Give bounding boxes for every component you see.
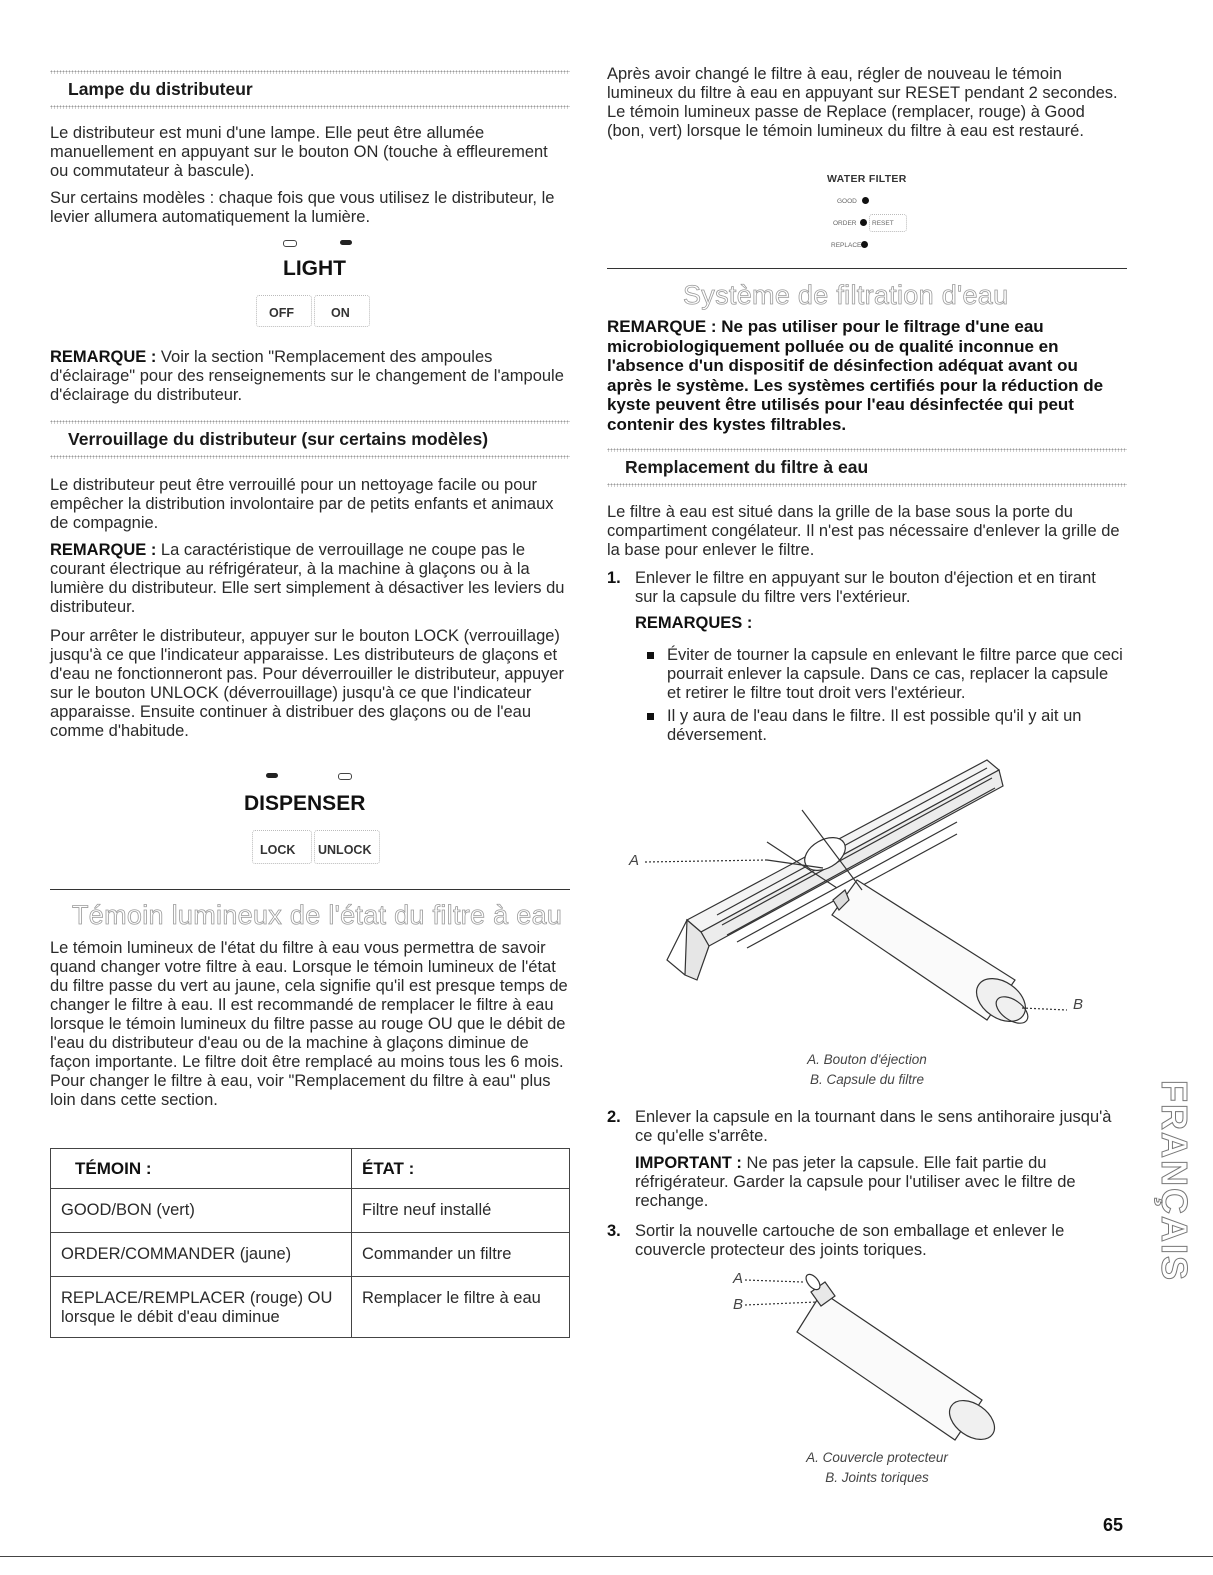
system-note: REMARQUE : Ne pas utiliser pour le filtrage d'une eau microbiologiquement polluée ou de qualité inconnue en l'absence d'un dispositif de désinfection adéquat avant ou après le système. Les systèmes certifiés pour la réduction de kyste peuvent être utilisés pour l'eau désinfectée qui peut contenir des kystes filtrables. [607, 317, 1104, 434]
table-cell: Commander un filtre [352, 1233, 570, 1277]
side-tab-label: FRANÇAIS [1154, 1080, 1195, 1282]
table-row [51, 1277, 570, 1338]
table-row [51, 1189, 570, 1233]
figure-1-callout-b: B [1073, 996, 1084, 1013]
step-number: 1. [607, 569, 621, 587]
lamp-note-text: Voir la section "Remplacement des ampoules d'éclairage" pour des renseignements sur le changement de l'ampoule d'éclairage du distributeur. [50, 348, 564, 404]
lamp-paragraph-1: Le distributeur est muni d'une lampe. Elle peut être allumée manuellement en appuyant sur le bouton ON (touche à effleurement ou commutateur à bascule). [50, 124, 548, 180]
notes-label: REMARQUES : [635, 614, 753, 632]
unlock-indicator-icon [338, 773, 352, 780]
lamp-note [50, 348, 565, 405]
note-bullet-1: Éviter de tourner la capsule en enlevant le filtre parce que ceci pourrait enlever la capsule. Dans ce cas, replacer la capsule et retirer le filtre tout droit vers l'extérieur. [667, 646, 1123, 702]
figure-1-callout-a: A [629, 852, 640, 869]
reset-button-label: RESET [872, 220, 894, 227]
page-number: 65 [1103, 1515, 1124, 1535]
table-header-cell: TÉMOIN : [51, 1149, 352, 1189]
table-header-row [51, 1149, 570, 1189]
table-cell: ORDER/COMMANDER (jaune) [51, 1233, 352, 1277]
figure-2-caption-b: B. Joints toriques [825, 1470, 929, 1485]
table-cell: Filtre neuf installé [352, 1189, 570, 1233]
lock-indicator-icon [266, 773, 278, 778]
new-cartridge-illustration [727, 1270, 1017, 1450]
lock-note-text: La caractéristique de verrouillage ne coupe pas le courant électrique au réfrigérateur, à la machine à glaçons ou à la lumière du distributeur. Elle sert simplement à désactiver les leviers du distributeur. [50, 541, 565, 616]
lock-note [50, 541, 570, 617]
water-filter-panel-title: WATER FILTER [827, 173, 907, 185]
figure-2-callout-b: B [733, 1296, 744, 1313]
on-indicator-icon [340, 240, 352, 245]
replace-indicator-icon [861, 241, 868, 248]
reset-button[interactable] [869, 214, 907, 232]
note-bullet-2: Il y aura de l'eau dans le filtre. Il est possible qu'il y ait un déversement. [667, 707, 1082, 744]
indicator-status-table [50, 1148, 570, 1338]
important-text: Ne pas jeter la capsule. Elle fait partie du réfrigérateur. Garder la capsule pour l'utiliser avec le filtre de rechange. [635, 1154, 1076, 1210]
reset-paragraph: Après avoir changé le filtre à eau, régler de nouveau le témoin lumineux du filtre à eau en appuyant sur RESET pendant 2 secondes. Le témoin lumineux passe de Replace (remplacer, rouge) à Good (bon, vert) lorsque le témoin lumineux du filtre à eau est restauré. [607, 65, 1118, 140]
lock-note-label: REMARQUE : [50, 541, 157, 559]
off-button-label: OFF [269, 306, 294, 320]
section-heading-lock [50, 420, 570, 459]
language-side-tab [1145, 1080, 1205, 1340]
replacement-title: Remplacement du filtre à eau [625, 457, 869, 477]
unlock-button-label: UNLOCK [318, 843, 372, 857]
bottom-rule [0, 1556, 1213, 1557]
section-divider [607, 268, 1127, 269]
important-label: IMPORTANT : [635, 1154, 742, 1172]
filter-removal-illustration [627, 750, 1107, 1040]
figure-1-caption-a: A. Bouton d'éjection [807, 1052, 927, 1067]
bullet-icon [647, 652, 654, 659]
lock-button-label: LOCK [260, 843, 296, 857]
lamp-title: Lampe du distributeur [68, 79, 253, 99]
replace-label: REPLACE [831, 242, 862, 249]
good-indicator-icon [862, 197, 869, 204]
figure-2-callout-a: A [733, 1270, 744, 1287]
step-3-text: Sortir la nouvelle cartouche de son emballage et enlever le couvercle protecteur des joints toriques. [635, 1222, 1065, 1259]
dispenser-panel-label: DISPENSER [244, 792, 366, 815]
step-1-text: Enlever le filtre en appuyant sur le bouton d'éjection et en tirant sur la capsule du filtre vers l'extérieur. [635, 569, 1096, 606]
figure-1-caption-b: B. Capsule du filtre [809, 1072, 925, 1087]
table-cell: REPLACE/REMPLACER (rouge) OU lorsque le débit d'eau diminue [51, 1277, 352, 1338]
order-label: ORDER [833, 220, 857, 227]
table-cell: GOOD/BON (vert) [51, 1189, 352, 1233]
figure-2-caption-a: A. Couvercle protecteur [806, 1450, 948, 1465]
section-divider [50, 889, 570, 890]
figure-2-caption [747, 1448, 1007, 1488]
good-label: GOOD [837, 198, 857, 205]
replacement-intro: Le filtre à eau est situé dans la grille de la base sous la porte du compartiment congélateur. Il n'est pas nécessaire d'enlever la grille de la base pour enlever le filtre. [607, 503, 1120, 559]
on-button-label: ON [331, 306, 350, 320]
figure-1-caption [747, 1050, 987, 1090]
step-2-text: Enlever la capsule en la tournant dans le sens antihoraire jusqu'à ce qu'elle s'arrête. [635, 1108, 1112, 1145]
lock-paragraph-2: Pour arrêter le distributeur, appuyer sur le bouton LOCK (verrouillage) jusqu'à ce que l'indicateur apparaisse. Les distributeurs de glaçons et d'eau ne fonctionneront pas. Pour déverrouiller le distributeur, appuyer sur le bouton UNLOCK (déverrouillage) jusqu'à ce que l'indicateur apparaisse. Ensuite continuer à distribuer des glaçons ou de l'eau comme d'habitude. [50, 627, 565, 740]
indicator-paragraph: Le témoin lumineux de l'état du filtre à eau vous permettra de savoir quand changer votre filtre à eau. Lorsque le témoin lumineux de l'état du filtre passe du vert au jaune, cela signifie qu'il est presque temps de changer le filtre à eau. Il est recommandé de remplacer le filtre à eau lorsque le témoin lumineux du filtre passe au rouge OU que le débit de l'eau du distributeur d'eau ou de la machine à glaçons diminue de façon importante. Le filtre doit être remplacé au moins tous les 6 mois. Pour changer le filtre à eau, voir "Remplacement du filtre à eau" plus loin dans cette section. [50, 939, 568, 1109]
order-indicator-icon [860, 219, 867, 226]
important-note [635, 1154, 1123, 1211]
lamp-paragraph-2: Sur certains modèles : chaque fois que vous utilisez le distributeur, le levier allumera automatiquement la lumière. [50, 189, 555, 226]
table-row [51, 1233, 570, 1277]
off-indicator-icon [283, 240, 297, 247]
lock-title: Verrouillage du distributeur (sur certains modèles) [68, 429, 489, 449]
lock-paragraph-1: Le distributeur peut être verrouillé pour un nettoyage facile ou pour empêcher la distribution involontaire par de petits enfants et animaux de compagnie. [50, 476, 554, 532]
lamp-note-label: REMARQUE : [50, 348, 157, 366]
system-section-title: Système de filtration d'eau [683, 280, 1009, 310]
table-header-cell: ÉTAT : [352, 1149, 570, 1189]
table-cell: Remplacer le filtre à eau [352, 1277, 570, 1338]
step-number: 3. [607, 1222, 621, 1240]
indicator-section-title: Témoin lumineux de l'état du filtre à eau [72, 900, 563, 930]
section-heading-replacement [607, 448, 1127, 487]
bullet-icon [647, 713, 654, 720]
section-heading-lamp [50, 70, 570, 109]
light-panel-label: LIGHT [283, 257, 346, 280]
step-number: 2. [607, 1108, 621, 1126]
